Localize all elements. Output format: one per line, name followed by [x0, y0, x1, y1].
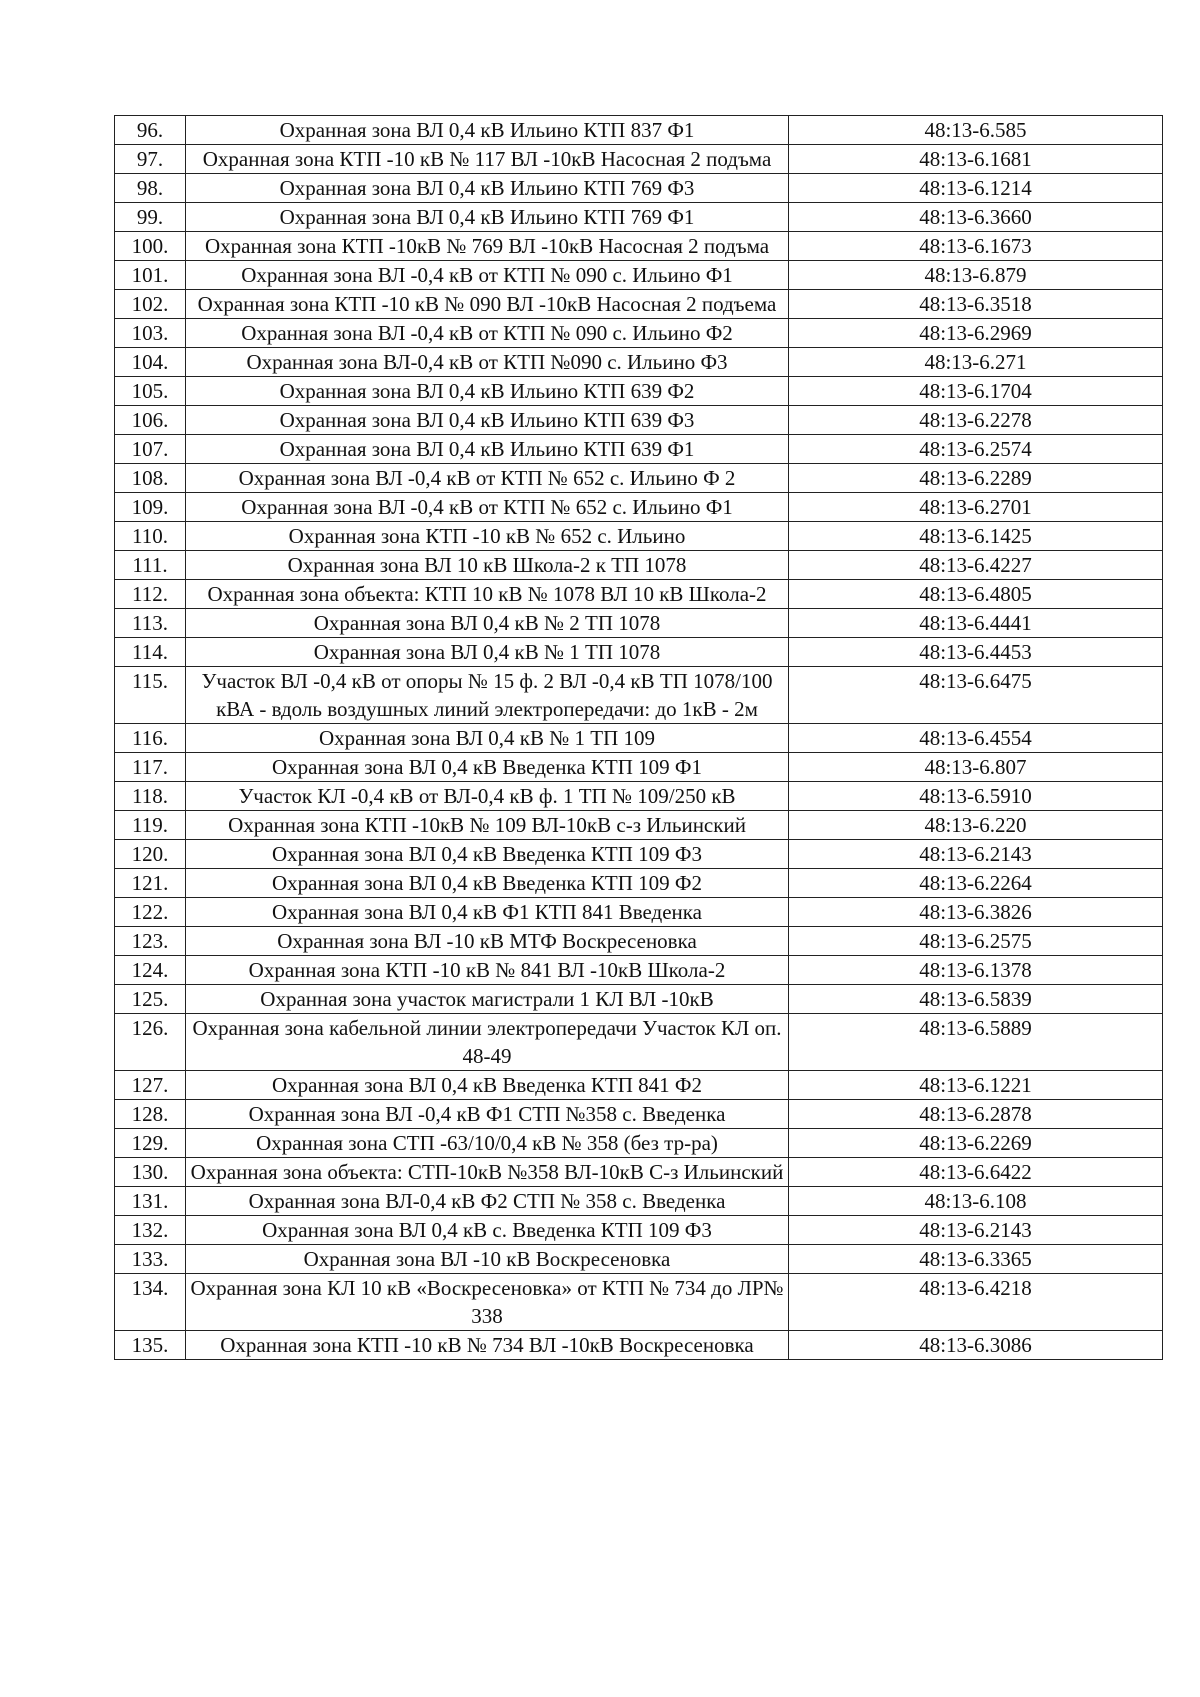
row-number-cell: 125. — [115, 985, 186, 1014]
row-number-cell: 101. — [115, 261, 186, 290]
registry-number-cell: 48:13-6.2269 — [789, 1129, 1163, 1158]
table-row — [115, 580, 1163, 609]
zone-name-cell: Охранная зона ВЛ -0,4 кВ от КТП № 652 с. Ильино Ф 2 — [186, 464, 789, 493]
zone-name-cell: Охранная зона КТП -10 кВ № 117 ВЛ -10кВ Насосная 2 подъма — [186, 145, 789, 174]
table-row — [115, 1014, 1163, 1071]
zone-name-cell: Охранная зона объекта: КТП 10 кВ № 1078 ВЛ 10 кВ Школа-2 — [186, 580, 789, 609]
row-number-cell: 100. — [115, 232, 186, 261]
table-row — [115, 898, 1163, 927]
registry-number-cell: 48:13-6.4453 — [789, 638, 1163, 667]
row-number-cell: 128. — [115, 1100, 186, 1129]
table-row — [115, 1216, 1163, 1245]
row-number-cell: 96. — [115, 116, 186, 145]
table-row — [115, 811, 1163, 840]
registry-number-cell: 48:13-6.1214 — [789, 174, 1163, 203]
table-row — [115, 145, 1163, 174]
registry-number-cell: 48:13-6.1673 — [789, 232, 1163, 261]
registry-number-cell: 48:13-6.5839 — [789, 985, 1163, 1014]
zone-name-cell: Охранная зона ВЛ 0,4 кВ Введенка КТП 109 Ф3 — [186, 840, 789, 869]
registry-number-cell: 48:13-6.2278 — [789, 406, 1163, 435]
registry-number-cell: 48:13-6.4441 — [789, 609, 1163, 638]
table-row — [115, 1071, 1163, 1100]
zone-name-cell: Охранная зона ВЛ-0,4 кВ Ф2 СТП № 358 с. Введенка — [186, 1187, 789, 1216]
table-row — [115, 956, 1163, 985]
row-number-cell: 113. — [115, 609, 186, 638]
zone-name-cell: Охранная зона ВЛ -10 кВ МТФ Воскресеновка — [186, 927, 789, 956]
registry-number-cell: 48:13-6.879 — [789, 261, 1163, 290]
table-row — [115, 840, 1163, 869]
table-row — [115, 927, 1163, 956]
registry-number-cell: 48:13-6.2575 — [789, 927, 1163, 956]
row-number-cell: 98. — [115, 174, 186, 203]
table-row — [115, 174, 1163, 203]
registry-number-cell: 48:13-6.2289 — [789, 464, 1163, 493]
table-row — [115, 377, 1163, 406]
row-number-cell: 115. — [115, 667, 186, 724]
zone-name-cell: Охранная зона КТП -10 кВ № 841 ВЛ -10кВ Школа-2 — [186, 956, 789, 985]
registry-number-cell: 48:13-6.2264 — [789, 869, 1163, 898]
table-row — [115, 985, 1163, 1014]
table-row — [115, 1245, 1163, 1274]
zone-name-cell: Участок ВЛ -0,4 кВ от опоры № 15 ф. 2 ВЛ -0,4 кВ ТП 1078/100 кВА - вдоль воздушных линий электропередачи: до 1кВ - 2м — [186, 667, 789, 724]
zone-name-cell: Охранная зона участок магистрали 1 КЛ ВЛ -10кВ — [186, 985, 789, 1014]
registry-number-cell: 48:13-6.4227 — [789, 551, 1163, 580]
table-row — [115, 1100, 1163, 1129]
zone-name-cell: Охранная зона ВЛ -10 кВ Воскресеновка — [186, 1245, 789, 1274]
row-number-cell: 135. — [115, 1331, 186, 1360]
zone-name-cell: Охранная зона ВЛ 0,4 кВ № 1 ТП 109 — [186, 724, 789, 753]
row-number-cell: 133. — [115, 1245, 186, 1274]
registry-number-cell: 48:13-6.2969 — [789, 319, 1163, 348]
registry-number-cell: 48:13-6.4218 — [789, 1274, 1163, 1331]
table-row — [115, 782, 1163, 811]
registry-number-cell: 48:13-6.1425 — [789, 522, 1163, 551]
table-row — [115, 290, 1163, 319]
registry-number-cell: 48:13-6.1221 — [789, 1071, 1163, 1100]
registry-number-cell: 48:13-6.271 — [789, 348, 1163, 377]
zone-name-cell: Охранная зона КТП -10кВ № 109 ВЛ-10кВ с-з Ильинский — [186, 811, 789, 840]
zone-name-cell: Охранная зона ВЛ 0,4 кВ Ильино КТП 639 Ф3 — [186, 406, 789, 435]
row-number-cell: 97. — [115, 145, 186, 174]
zone-name-cell: Охранная зона ВЛ -0,4 кВ от КТП № 652 с. Ильино Ф1 — [186, 493, 789, 522]
table-row — [115, 638, 1163, 667]
row-number-cell: 132. — [115, 1216, 186, 1245]
zone-name-cell: Охранная зона ВЛ 0,4 кВ Ф1 КТП 841 Введенка — [186, 898, 789, 927]
registry-number-cell: 48:13-6.585 — [789, 116, 1163, 145]
registry-number-cell: 48:13-6.3518 — [789, 290, 1163, 319]
table-row — [115, 1187, 1163, 1216]
registry-number-cell: 48:13-6.2701 — [789, 493, 1163, 522]
row-number-cell: 123. — [115, 927, 186, 956]
table-row — [115, 232, 1163, 261]
registry-number-cell: 48:13-6.5889 — [789, 1014, 1163, 1071]
zone-name-cell: Охранная зона КЛ 10 кВ «Воскресеновка» от КТП № 734 до ЛР№ 338 — [186, 1274, 789, 1331]
row-number-cell: 111. — [115, 551, 186, 580]
registry-number-cell: 48:13-6.6475 — [789, 667, 1163, 724]
zone-name-cell: Охранная зона объекта: СТП-10кВ №358 ВЛ-10кВ С-з Ильинский — [186, 1158, 789, 1187]
row-number-cell: 126. — [115, 1014, 186, 1071]
row-number-cell: 130. — [115, 1158, 186, 1187]
zone-name-cell: Охранная зона ВЛ 0,4 кВ Ильино КТП 769 Ф1 — [186, 203, 789, 232]
row-number-cell: 99. — [115, 203, 186, 232]
zone-name-cell: Охранная зона ВЛ 0,4 кВ Введенка КТП 109 Ф1 — [186, 753, 789, 782]
table-row — [115, 522, 1163, 551]
zones-table — [114, 115, 1163, 1360]
zone-name-cell: Охранная зона КТП -10 кВ № 090 ВЛ -10кВ Насосная 2 подъема — [186, 290, 789, 319]
zone-name-cell: Охранная зона ВЛ 0,4 кВ Введенка КТП 109 Ф2 — [186, 869, 789, 898]
table-row — [115, 1158, 1163, 1187]
zone-name-cell: Охранная зона СТП -63/10/0,4 кВ № 358 (без тр-ра) — [186, 1129, 789, 1158]
registry-number-cell: 48:13-6.3660 — [789, 203, 1163, 232]
table-row — [115, 609, 1163, 638]
row-number-cell: 118. — [115, 782, 186, 811]
row-number-cell: 109. — [115, 493, 186, 522]
zone-name-cell: Охранная зона ВЛ -0,4 кВ от КТП № 090 с. Ильино Ф2 — [186, 319, 789, 348]
registry-number-cell: 48:13-6.6422 — [789, 1158, 1163, 1187]
zone-name-cell: Охранная зона ВЛ 0,4 кВ Ильино КТП 639 Ф1 — [186, 435, 789, 464]
table-body — [115, 116, 1163, 1360]
row-number-cell: 105. — [115, 377, 186, 406]
row-number-cell: 110. — [115, 522, 186, 551]
registry-number-cell: 48:13-6.108 — [789, 1187, 1163, 1216]
table-row — [115, 1129, 1163, 1158]
registry-number-cell: 48:13-6.5910 — [789, 782, 1163, 811]
registry-number-cell: 48:13-6.3826 — [789, 898, 1163, 927]
zone-name-cell: Охранная зона ВЛ 0,4 кВ с. Введенка КТП 109 Ф3 — [186, 1216, 789, 1245]
table-row — [115, 116, 1163, 145]
zone-name-cell: Охранная зона ВЛ 0,4 кВ Ильино КТП 837 Ф1 — [186, 116, 789, 145]
registry-number-cell: 48:13-6.2574 — [789, 435, 1163, 464]
zone-name-cell: Охранная зона ВЛ -0,4 кВ от КТП № 090 с. Ильино Ф1 — [186, 261, 789, 290]
registry-number-cell: 48:13-6.220 — [789, 811, 1163, 840]
zone-name-cell: Охранная зона ВЛ 0,4 кВ Ильино КТП 639 Ф2 — [186, 377, 789, 406]
row-number-cell: 117. — [115, 753, 186, 782]
table-row — [115, 551, 1163, 580]
registry-number-cell: 48:13-6.1378 — [789, 956, 1163, 985]
registry-number-cell: 48:13-6.2878 — [789, 1100, 1163, 1129]
row-number-cell: 114. — [115, 638, 186, 667]
zone-name-cell: Охранная зона КТП -10 кВ № 652 с. Ильино — [186, 522, 789, 551]
table-row — [115, 1331, 1163, 1360]
row-number-cell: 122. — [115, 898, 186, 927]
row-number-cell: 120. — [115, 840, 186, 869]
row-number-cell: 103. — [115, 319, 186, 348]
table-row — [115, 724, 1163, 753]
zone-name-cell: Охранная зона ВЛ 10 кВ Школа-2 к ТП 1078 — [186, 551, 789, 580]
zone-name-cell: Участок КЛ -0,4 кВ от ВЛ-0,4 кВ ф. 1 ТП № 109/250 кВ — [186, 782, 789, 811]
zone-name-cell: Охранная зона ВЛ 0,4 кВ Ильино КТП 769 Ф3 — [186, 174, 789, 203]
row-number-cell: 129. — [115, 1129, 186, 1158]
table-row — [115, 493, 1163, 522]
zone-name-cell: Охранная зона ВЛ 0,4 кВ № 2 ТП 1078 — [186, 609, 789, 638]
registry-number-cell: 48:13-6.3086 — [789, 1331, 1163, 1360]
zone-name-cell: Охранная зона ВЛ 0,4 кВ Введенка КТП 841 Ф2 — [186, 1071, 789, 1100]
table-row — [115, 261, 1163, 290]
zone-name-cell: Охранная зона кабельной линии электропередачи Участок КЛ оп. 48-49 — [186, 1014, 789, 1071]
table-row — [115, 203, 1163, 232]
row-number-cell: 116. — [115, 724, 186, 753]
table-row — [115, 464, 1163, 493]
registry-number-cell: 48:13-6.1704 — [789, 377, 1163, 406]
row-number-cell: 112. — [115, 580, 186, 609]
zone-name-cell: Охранная зона КТП -10кВ № 769 ВЛ -10кВ Насосная 2 подъма — [186, 232, 789, 261]
table-row — [115, 667, 1163, 724]
zone-name-cell: Охранная зона ВЛ 0,4 кВ № 1 ТП 1078 — [186, 638, 789, 667]
table-row — [115, 1274, 1163, 1331]
table-row — [115, 319, 1163, 348]
row-number-cell: 119. — [115, 811, 186, 840]
table-row — [115, 348, 1163, 377]
zone-name-cell: Охранная зона КТП -10 кВ № 734 ВЛ -10кВ Воскресеновка — [186, 1331, 789, 1360]
row-number-cell: 134. — [115, 1274, 186, 1331]
registry-number-cell: 48:13-6.807 — [789, 753, 1163, 782]
registry-number-cell: 48:13-6.4805 — [789, 580, 1163, 609]
registry-number-cell: 48:13-6.1681 — [789, 145, 1163, 174]
row-number-cell: 104. — [115, 348, 186, 377]
table-row — [115, 753, 1163, 782]
row-number-cell: 102. — [115, 290, 186, 319]
row-number-cell: 107. — [115, 435, 186, 464]
registry-number-cell: 48:13-6.3365 — [789, 1245, 1163, 1274]
registry-number-cell: 48:13-6.2143 — [789, 1216, 1163, 1245]
row-number-cell: 108. — [115, 464, 186, 493]
row-number-cell: 127. — [115, 1071, 186, 1100]
row-number-cell: 131. — [115, 1187, 186, 1216]
table-row — [115, 406, 1163, 435]
registry-number-cell: 48:13-6.2143 — [789, 840, 1163, 869]
registry-number-cell: 48:13-6.4554 — [789, 724, 1163, 753]
zone-name-cell: Охранная зона ВЛ-0,4 кВ от КТП №090 с. Ильино Ф3 — [186, 348, 789, 377]
row-number-cell: 124. — [115, 956, 186, 985]
table-row — [115, 869, 1163, 898]
zone-name-cell: Охранная зона ВЛ -0,4 кВ Ф1 СТП №358 с. Введенка — [186, 1100, 789, 1129]
row-number-cell: 106. — [115, 406, 186, 435]
row-number-cell: 121. — [115, 869, 186, 898]
table-row — [115, 435, 1163, 464]
